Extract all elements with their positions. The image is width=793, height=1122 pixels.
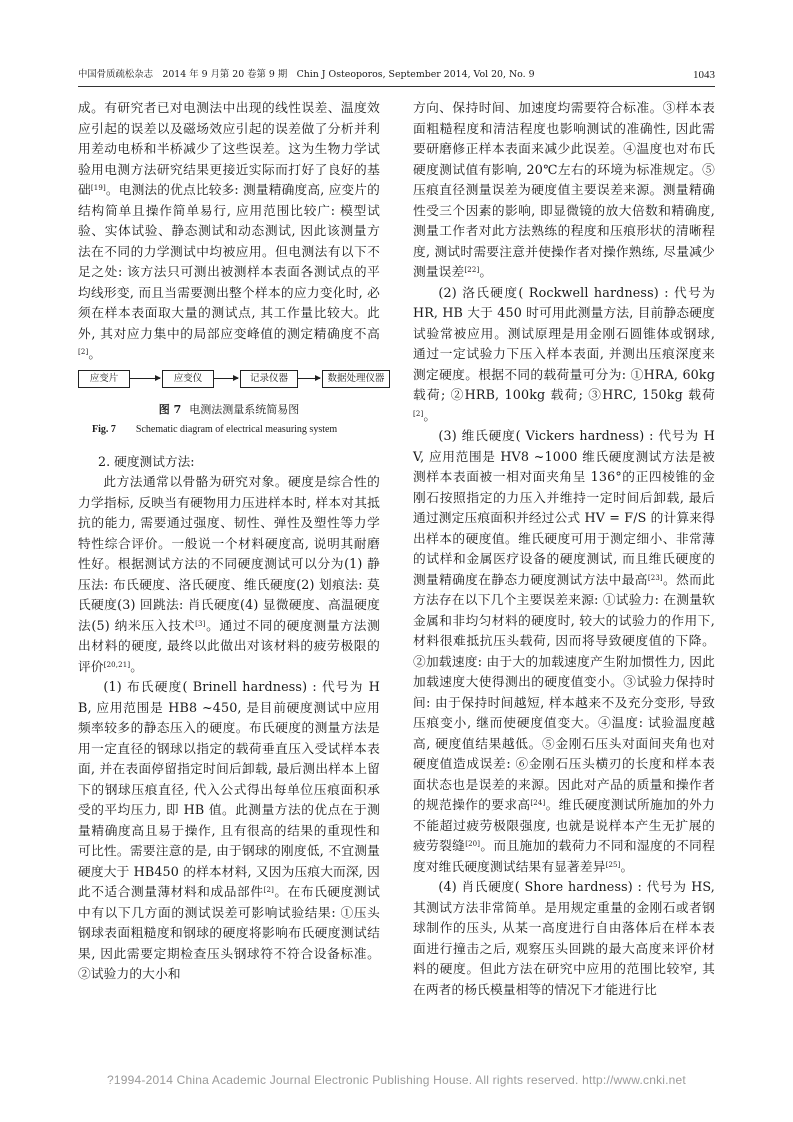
copyright-footer: ?1994-2014 China Academic Journal Electronic Publishing House. All rights reserved. http://www.cnki.net [107, 1073, 686, 1087]
diagram-arrow [214, 378, 238, 379]
diagram-arrow [130, 378, 160, 379]
citation: [25] [605, 860, 621, 869]
running-header [78, 68, 715, 87]
citation: [2] [263, 886, 274, 894]
paragraph-vickers: (3) 维氏硬度( Vickers hardness) : 代号为 HV, 应用范围是 HV8 ~1000 维氏硬度测试方法是被测样本表面被一相对面夹角呈 136°的正四棱锥的金刚石按照指定的力压入并维持一定时间后卸载, 最后通过测定压痕面积并经过公式 HV = F/S 的计算来得出样本的硬度值。维氏硬度可用于测定细小、非常薄的试样和金属医疗设备的硬度测试, 而且维氏硬度的测量精确度在静态力硬度测试方法中最高[23]。然而此方法存在以下几个主要误差来源: ①试验力: 在测量软金属和非均匀材料的硬度时, 较大的试验力的作用下, 材料很难抵抗压头载荷, 因而将导致硬度值的下降。②加载速度: 由于大的加载速度产生附加惯性力, 因此加载速度大使得测出的硬度值变小。③试验力保持时间: 由于保持时间越短, 样本越来不及充分变形, 导致压痕变小, 继而使硬度值变大。④温度: 试验温度越高, 硬度值结果越低。⑤金刚石压头对面间夹角也对硬度值造成误差: ⑥金刚石压头横刃的长度和样本表面状态也是误差的来源。因此对产品的质量和操作者的规范操作的要求高[24]。维氏硬度测试所施加的外力不能超过疲劳极限强度, 也就是说样本产生无扩展的疲劳裂缝[20]。而且施加的载荷力不同和湿度的不同程度对维氏硬度测试结果有显著差异[25]。 [413, 428, 715, 874]
citation: [2] [78, 348, 89, 356]
citation: [22] [464, 266, 480, 274]
paragraph-electrical-method: 成。有研究者已对电测法中出现的线性误差、温度效应引起的误差以及磁场效应引起的误差做了分析并利用差动电桥和半桥减少了这些误差。这为生物力学试验用电测方法研究结果更接近实际而打好了良好的基础[19]。电测法的优点比较多: 测量精确度高, 应变片的结构简单且操作简单易行, 应用范围比较广: 模型试验、实体试验、静态测试和动态测试, 因此该测量方法在不同的力学测试中均被应用。但电测法有以下不足之处: 该方法只可测出被测样本表面各测试点的平均线形变, 而且当需要测出整个样本的应力变化时, 必须在样本表面取大量的测试点, 其工作量比较大。此外, 其对应力集中的局部应变峰值的测定精确度不高[2]。 [78, 100, 380, 361]
citation: [2] [413, 409, 424, 418]
diagram-box-data-processor: 数据处理仪器 [322, 370, 390, 388]
citation: [20] [465, 840, 481, 848]
diagram-box-recorder: 记录仪器 [240, 370, 298, 388]
paragraph-shore: (4) 肖氏硬度( Shore hardness) : 代号为 HS, 其测试方法非常简单。是用规定重量的金刚石或者钢球制作的压头, 从某一高度进行自由落体后在样本表面进行撞击之后, 观察压头回跳的最大高度来评价材料的硬度。但此方法在研究中应用的范围比较窄, 其在两者的杨氏模量相等的情况下才能进行比 [413, 879, 715, 997]
right-column [413, 98, 715, 1000]
citation: [19] [90, 184, 106, 192]
citation: [23] [647, 573, 663, 582]
diagram-box-strain-gauge: 应变片 [78, 370, 130, 388]
paragraph-brinell: (1) 布氏硬度( Brinell hardness) : 代号为 HB, 应用范围是 HB8 ~450, 是目前硬度测试中应用频率较多的静态压入的硬度。布氏硬度的测量方法是用一定直径的钢球以指定的载荷垂直压入受试样本表面, 并在表面停留指定时间后卸载, 最后测出样本上留下的钢球压痕直径, 代入公式得出每单位压痕面积承受的平均压力, 即 HB 值。此测量方法的优点在于测量精确度高且易于操作, 且有很高的结果的重现性和可比性。需要注意的是, 由于钢球的刚度低, 不宜测量硬度大于 HB450 的样本材料, 又因为压痕大而深, 因此不适合测量薄材料和成品部件[2]。在布氏硬度测试中有以下几方面的测试误差可影响试验结果: ①压头钢球表面粗糙度和钢球的硬度将影响布氏硬度测试结果, 因此需要定期检查压头钢球符不符合设备标准。②试验力的大小和 [78, 679, 380, 981]
page-number: 1043 [693, 69, 715, 81]
diagram-box-strain-meter: 应变仪 [162, 370, 214, 388]
measurement-system-diagram [78, 367, 385, 393]
paragraph-rockwell: (2) 洛氏硬度( Rockwell hardness) : 代号为 HR, HB 大于 450 时可用此测量方法, 目前静态硬度试验常被应用。测试原理是用金刚石圆锥体或钢球, 通过一定试验力下压入样本表面, 并测出压痕深度来测定硬度。根据不同的载荷量可分为: ①HRA, 60kg 载荷; ②HRB, 100kg 载荷; ③HRC, 150kg 载荷[2]。 [413, 284, 715, 423]
journal-citation: 中国骨质疏松杂志 2014 年 9 月第 20 卷第 9 期 Chin J Osteoporos, September 2014, Vol 20, No. 9 [78, 69, 535, 80]
citation: [20,21] [103, 660, 131, 669]
citation: [24] [530, 799, 546, 807]
left-column [78, 98, 385, 985]
section-heading: 2. 硬度测试方法: [98, 453, 195, 469]
citation: [3] [195, 619, 206, 628]
paragraph-brinell-continued: 方向、保持时间、加速度均需要符合标准。③样本表面粗糙程度和清洁程度也影响测试的准确性, 因此需要研磨修正样本表面来减少此误差。④温度也对布氏硬度测试值有影响, 20℃左右的环境为标准规定。⑤压痕直径测量误差为硬度值主要误差来源。测量精确性受三个因素的影响, 即显微镜的放大倍数和精确度, 测量工作者对此方法熟练的程度和压痕形状的清晰程度, 测试时需要注意并使操作者对操作熟练, 尽量减少测量误差[22]。 [413, 100, 715, 279]
figure-caption-cn: 图 7 电测法测量系统简易图 [158, 402, 300, 416]
paragraph-hardness-intro: 此方法通常以骨骼为研究对象。硬度是综合性的力学指标, 反映当有硬物用力压进样本时, 样本对其抵抗的能力, 需要通过强度、韧性、弹性及塑性等力学特性综合评价。一般说一个材料硬度高, 说明其耐磨性好。根据测试方法的不同硬度测试可以分为(1) 静压法: 布氏硬度、洛氏硬度、维氏硬度(2) 划痕法: 莫氏硬度(3) 回跳法: 肖氏硬度(4) 显微硬度、高温硬度法(5) 纳米压入技术[3]。通过不同的硬度测量方法测出材料的硬度, 最终以此做出对该材料的疲劳极限的评价[20,21]。 [78, 474, 380, 674]
figure-caption-en: Fig. 7 Schematic diagram of electrical measuring system [92, 423, 338, 435]
diagram-arrow [298, 378, 320, 379]
